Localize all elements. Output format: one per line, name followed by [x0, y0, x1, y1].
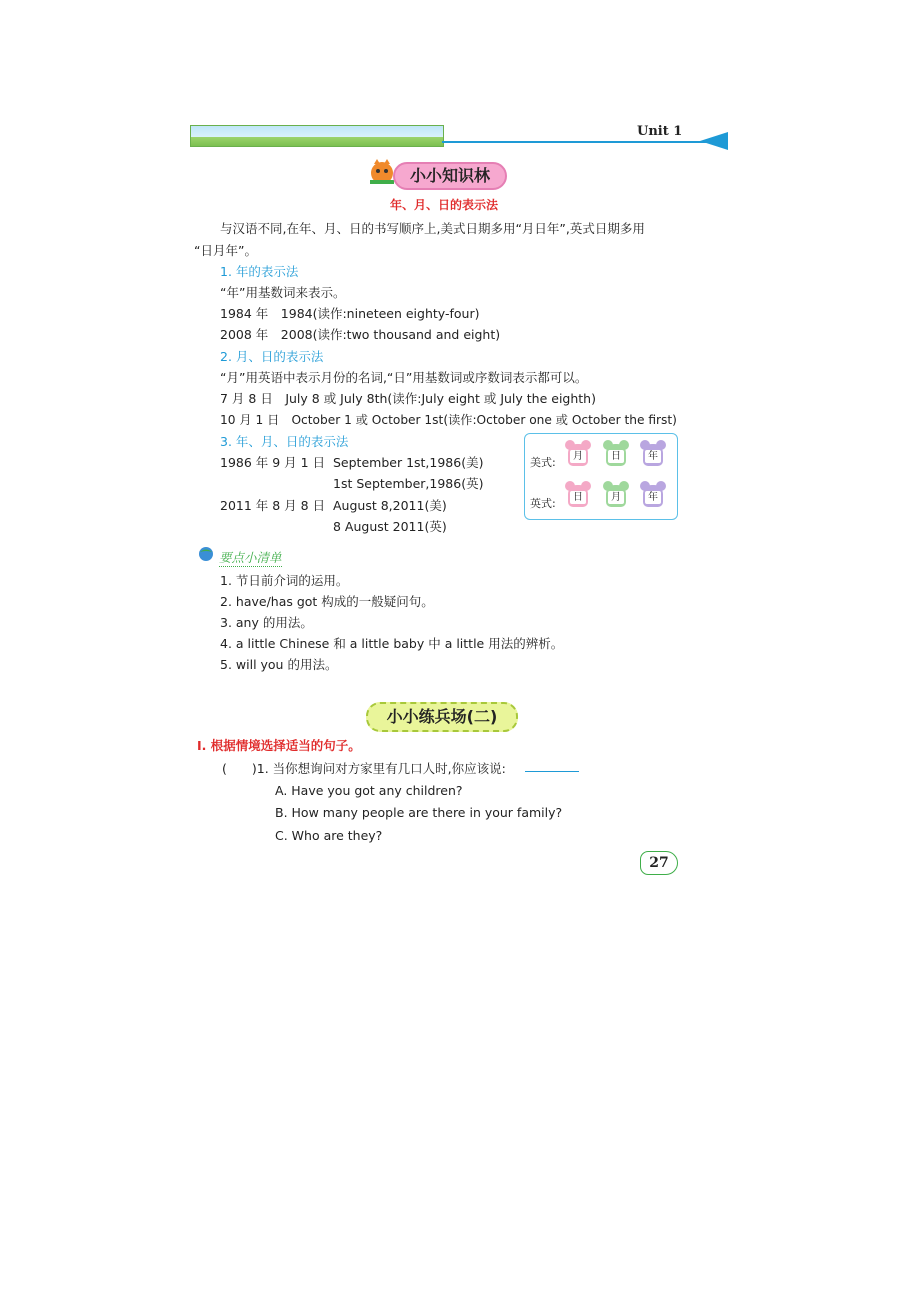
uk-label: 英式:: [530, 497, 556, 510]
mouse-label: 月: [608, 491, 624, 504]
knowledge-title: 小小知识林: [393, 162, 507, 190]
mouse-label: 月: [570, 450, 586, 463]
section-2-text: “月”用英语中表示月份的名词,“日”用基数词或序数词表示都可以。: [220, 370, 588, 385]
mouse-icon: [603, 481, 629, 509]
section-1-example-1: 1984 年 1984(读作:nineteen eighty-four): [220, 306, 480, 321]
keypoint-5: 5. will you 的用法。: [220, 657, 338, 672]
fox-icon: [368, 158, 396, 186]
keypoint-4: 4. a little Chinese 和 a little baby 中 a little 用法的辨析。: [220, 636, 564, 651]
section-1-text: “年”用基数词来表示。: [220, 285, 346, 300]
section-1-heading: 1. 年的表示法: [220, 264, 299, 279]
mouse-icon: [603, 440, 629, 468]
us-label: 美式:: [530, 456, 556, 469]
question-1: ( )1. 当你想询问对方家里有几口人时,你应该说:: [222, 761, 506, 776]
mouse-icon: [640, 481, 666, 509]
date-order-illustration: [524, 433, 678, 520]
intro-line-1: 与汉语不同,在年、月、日的书写顺序上,美式日期多用“月日年”,英式日期多用: [220, 221, 645, 236]
section-1-example-2: 2008 年 2008(读作:two thousand and eight): [220, 327, 501, 342]
keypoint-3: 3. any 的用法。: [220, 615, 313, 630]
section-2-example-2: 10 月 1 日 October 1 或 October 1st(读作:October one 或 October the first): [220, 413, 677, 427]
mouse-label: 年: [645, 450, 661, 463]
section-3-date-2-uk: 8 August 2011(英): [333, 519, 447, 534]
option-b: B. How many people are there in your family?: [275, 805, 563, 820]
header-banner-illustration: [190, 125, 444, 147]
knowledge-subtitle: 年、月、日的表示法: [390, 198, 499, 212]
mouse-icon: [565, 481, 591, 509]
option-c: C. Who are they?: [275, 828, 383, 843]
section-2-heading: 2. 月、日的表示法: [220, 349, 324, 364]
section-2-example-1: 7 月 8 日 July 8 或 July 8th(读作:July eight 或 July the eighth): [220, 391, 596, 406]
mouse-label: 日: [608, 450, 624, 463]
mouse-label: 年: [645, 491, 661, 504]
section-3-heading: 3. 年、月、日的表示法: [220, 434, 349, 449]
section-3-date-1-us: September 1st,1986(美): [333, 455, 484, 470]
section-3-date-1-uk: 1st September,1986(英): [333, 476, 484, 491]
unit-label: Unit 1: [637, 124, 683, 139]
mouse-icon: [640, 440, 666, 468]
keypoint-2: 2. have/has got 构成的一般疑问句。: [220, 594, 434, 609]
keypoints-title: 要点小清单: [219, 550, 282, 565]
intro-line-2: “日月年”。: [194, 243, 257, 258]
practice-title: 小小练兵场(二): [366, 702, 518, 732]
header-arrow-icon: [700, 132, 728, 150]
page-number: 27: [640, 851, 678, 875]
option-a: A. Have you got any children?: [275, 783, 463, 798]
answer-blank[interactable]: [525, 771, 579, 772]
keypoint-1: 1. 节日前介词的运用。: [220, 573, 349, 588]
section-3-date-2: 2011 年 8 月 8 日: [220, 498, 326, 513]
practice-section-heading: Ⅰ. 根据情境选择适当的句子。: [197, 738, 361, 753]
header-rule: [442, 141, 707, 143]
section-3-date-1: 1986 年 9 月 1 日: [220, 455, 326, 470]
section-3-date-2-us: August 8,2011(美): [333, 498, 447, 513]
globe-leaf-icon: [196, 545, 216, 563]
mouse-icon: [565, 440, 591, 468]
mouse-label: 日: [570, 491, 586, 504]
